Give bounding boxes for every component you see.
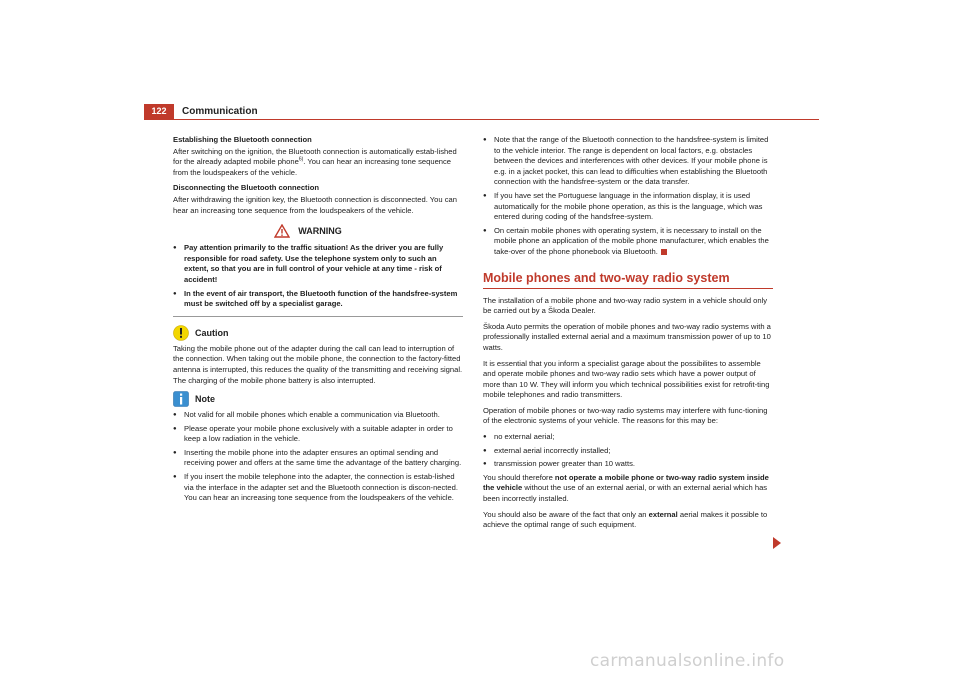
section-title: Mobile phones and two-way radio system (483, 270, 730, 285)
watermark: carmanualsonline.info (590, 651, 785, 671)
paragraph: Operation of mobile phones or two-way radio systems may interfere with func-tioning of the electronic systems of your vehicle. The reasons for this may be: (483, 405, 768, 426)
left-column (173, 135, 463, 507)
caution-text: Taking the mobile phone out of the adapter during the call can lead to interruption of the connection. When taking out the mobile phone, the connection to the factory-fitted antenna is interrupted, this reduces the quality of the transmitting and receiving signal. The charging of the mobile phone battery is also interrupted. (173, 343, 463, 385)
note-item: ● Inserting the mobile phone into the adapter ensures an optimal sending and receiving power and offers at the same time the advantage of the battery charging. (173, 448, 463, 469)
warning-item: ● Pay attention primarily to the traffic situation! As the driver you are fully responsible for road safety. Use the telephone system only to such an extent, so that you are in full control of your vehicle at any time - risk of accident! (173, 243, 463, 285)
paragraph: You should also be aware of the fact that only an external aerial makes it possible to achieve the optimal range of such equipment. (483, 509, 768, 530)
paragraph: It is essential that you inform a specialist garage about the possibilites to assemble and operate mobile phones and two-way radio sets which have a power output of more than 10 W. They will inform you which technical possibilities exist for retrofit-ting mobile telephones and radio transmitters. (483, 358, 770, 400)
note-title: Note (195, 394, 215, 405)
note-item: ● If you have set the Portuguese language in the information display, it is used automatically for the mobile phone operation, as this is the language, which was entered during coding of the handsfree-system. (483, 191, 773, 223)
caution-title: Caution (195, 327, 229, 338)
reason-item: ● external aerial incorrectly installed; (483, 446, 773, 457)
establishing-heading: Establishing the Bluetooth connection (173, 135, 312, 144)
note-info-icon (173, 391, 189, 407)
right-column (483, 135, 773, 536)
paragraph: You should therefore not operate a mobile phone or two-way radio system inside the vehicle without the use of an external aerial, or with an external aerial which has been incorrectly installed. (483, 472, 769, 504)
end-of-section-icon (661, 249, 667, 255)
paragraph: The installation of a mobile phone and two-way radio system in a vehicle should only be carried out by a Škoda Dealer. (483, 295, 768, 316)
note-item: ● If you insert the mobile telephone into the adapter, the connection is estab-lished via the interface in the adapter set and the Bluetooth connection is discon-nected. You can hear an increasing tone sequence from the loudspeakers of the vehicle. (173, 472, 463, 504)
paragraph: Škoda Auto permits the operation of mobile phones and two-way radio systems with a professionally installed external aerial and a maximum transmission power of up to 10 watts. (483, 321, 771, 352)
reason-item: ● transmission power greater than 10 watts. (483, 459, 773, 470)
footnote-ref: 6) (298, 156, 304, 163)
disconnecting-text: After withdrawing the ignition key, the Bluetooth connection is disconnected. You can hear an increasing tone sequence from the loudspeakers of the vehicle. (173, 194, 457, 215)
warning-header (153, 224, 463, 238)
note-item: ● On certain mobile phones with operating system, it is necessary to install on the mobile phone an application of the mobile phone manufacturer, which enables the take-over of the phone phonebook via Bluetooth. (483, 226, 773, 258)
reason-item: ● no external aerial; (483, 432, 773, 443)
caution-header (173, 325, 463, 341)
warning-body (173, 243, 463, 310)
note-item: ● Note that the range of the Bluetooth connection to the handsfree-system is limited to the vehicle interior. The range is dependent on local factors, e.g. obstacles between the devices and interferences with other devices. If your mobile phone is e.g. in a jacket pocket, this can lead to difficulties when establishing the Bluetooth connection with the handsfree-system or the data transfer. (483, 135, 773, 188)
note-header (173, 391, 463, 407)
note-item: ● Please operate your mobile phone exclusively with a suitable adapter in order to keep a low radiation in the vehicle. (173, 424, 463, 445)
page-title: Communication (182, 106, 258, 117)
page-number: 122 (144, 104, 174, 119)
establishing-text: After switching on the ignition, the Bluetooth connection is automatically estab-lished for the already adapted mobile phone$^{6)}$. You can hear an increasing tone sequence from the loudspeakers of the vehicle. (173, 146, 457, 177)
header-rule (144, 119, 819, 120)
next-page-arrow-icon (773, 537, 781, 549)
warning-triangle-icon (274, 224, 290, 238)
caution-exclamation-icon (173, 325, 189, 341)
warning-title: WARNING (298, 226, 342, 237)
section-rule (483, 288, 773, 289)
warning-box (173, 224, 463, 317)
warning-item: ● In the event of air transport, the Bluetooth function of the handsfree-system must be switched off by a specialist garage. (173, 289, 463, 310)
disconnecting-heading: Disconnecting the Bluetooth connection (173, 183, 319, 193)
note-item: ● Not valid for all mobile phones which enable a communication via Bluetooth. (173, 410, 463, 421)
